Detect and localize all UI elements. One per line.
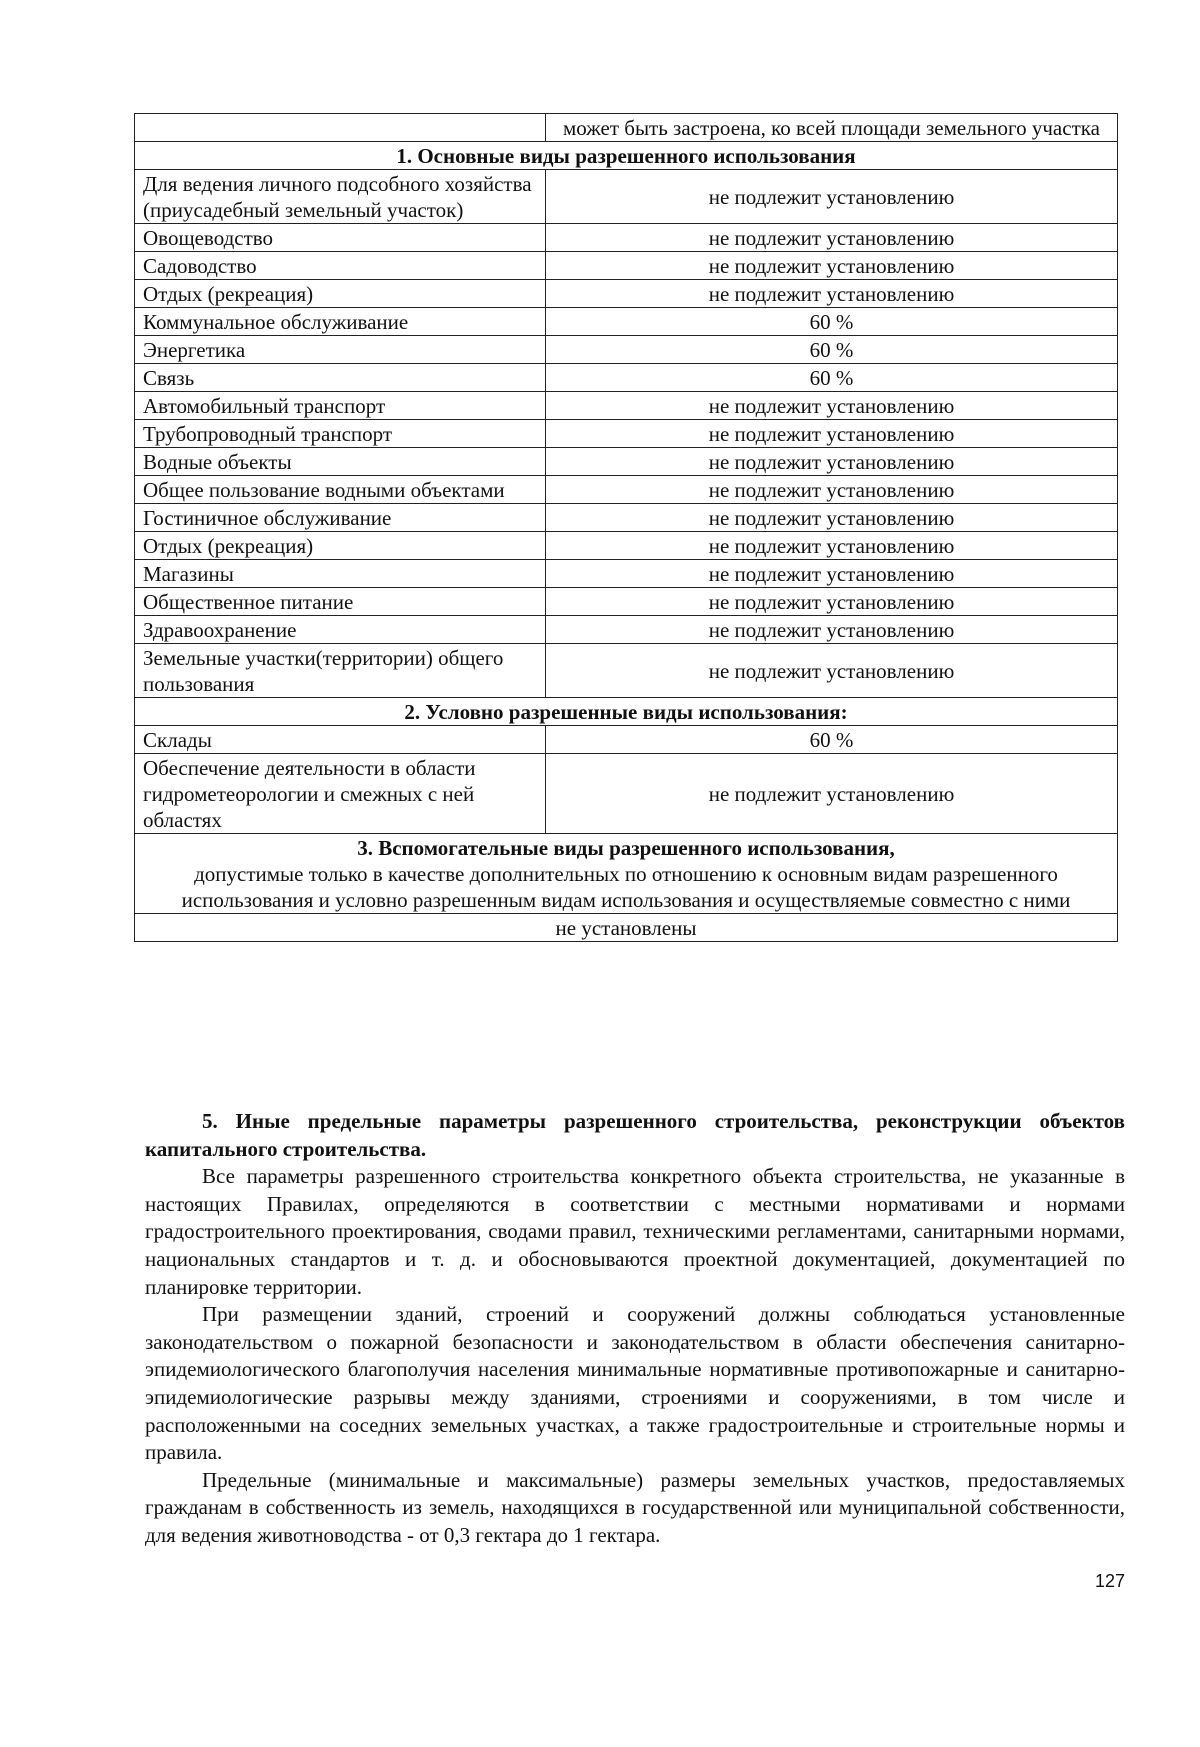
- coverage-value-cell: не подлежит установлению: [546, 476, 1118, 504]
- coverage-value-cell: не подлежит установлению: [546, 252, 1118, 280]
- use-type-cell: Связь: [135, 364, 546, 392]
- top-row-left-cell: [135, 114, 546, 142]
- use-type-cell: Овощеводство: [135, 224, 546, 252]
- table-row: [135, 280, 1118, 308]
- table-row: [135, 616, 1118, 644]
- use-type-cell: Склады: [135, 726, 546, 754]
- coverage-value-cell: не подлежит установлению: [546, 392, 1118, 420]
- table-row: [135, 420, 1118, 448]
- coverage-value-cell: не подлежит установлению: [546, 560, 1118, 588]
- section1-title: 1. Основные виды разрешенного использования: [135, 142, 1118, 170]
- use-type-cell: Общественное питание: [135, 588, 546, 616]
- coverage-value-cell: не подлежит установлению: [546, 448, 1118, 476]
- section2-title: 2. Условно разрешенные виды использования:: [135, 698, 1118, 726]
- coverage-value-cell: не подлежит установлению: [546, 616, 1118, 644]
- table-row: [135, 560, 1118, 588]
- table-row: [135, 754, 1118, 834]
- coverage-value-cell: не подлежит установлению: [546, 504, 1118, 532]
- table-row: [135, 532, 1118, 560]
- use-type-cell: Гостиничное обслуживание: [135, 504, 546, 532]
- use-type-cell: Обеспечение деятельности в области гидрометеорологии и смежных с ней областях: [135, 754, 546, 834]
- coverage-value-cell: 60 %: [546, 726, 1118, 754]
- table-row: [135, 392, 1118, 420]
- use-type-cell: Автомобильный транспорт: [135, 392, 546, 420]
- top-row-right-cell: может быть застроена, ко всей площади земельного участка: [546, 114, 1118, 142]
- table-row: [135, 644, 1118, 698]
- table-row: [135, 224, 1118, 252]
- coverage-value-cell: не подлежит установлению: [546, 170, 1118, 224]
- coverage-value-cell: не подлежит установлению: [546, 588, 1118, 616]
- coverage-value-cell: не подлежит установлению: [546, 754, 1118, 834]
- land-use-table-body: [135, 114, 1118, 942]
- section3-value: не установлены: [135, 914, 1118, 942]
- table-row: [135, 914, 1118, 942]
- table-row: [135, 114, 1118, 142]
- coverage-value-cell: не подлежит установлению: [546, 644, 1118, 698]
- table-row: [135, 170, 1118, 224]
- page-number: 127: [1094, 1571, 1125, 1591]
- table-row: [135, 448, 1118, 476]
- coverage-value-cell: не подлежит установлению: [546, 280, 1118, 308]
- table-row: [135, 364, 1118, 392]
- section-header-row: [135, 142, 1118, 170]
- section-header-row: [135, 834, 1118, 914]
- use-type-cell: Энергетика: [135, 336, 546, 364]
- coverage-value-cell: 60 %: [546, 336, 1118, 364]
- section3-note: допустимые только в качестве дополнительных по отношению к основным видам разрешенного использования и условно разрешенным видам использования и осуществляемые совместно с ними: [181, 862, 1071, 912]
- land-use-table: [134, 113, 1118, 942]
- table-row: [135, 588, 1118, 616]
- use-type-cell: Садоводство: [135, 252, 546, 280]
- use-type-cell: Коммунальное обслуживание: [135, 308, 546, 336]
- table-row: [135, 726, 1118, 754]
- paragraph: Предельные (минимальные и максимальные) размеры земельных участков, предоставляемых гражданам в собственность из земель, находящихся в государственной или муниципальной собственности, для ведения животноводства - от 0,3 гектара до 1 гектара.: [145, 1467, 1125, 1547]
- use-type-cell: Здравоохранение: [135, 616, 546, 644]
- coverage-value-cell: 60 %: [546, 364, 1118, 392]
- use-type-cell: Общее пользование водными объектами: [135, 476, 546, 504]
- use-type-cell: Земельные участки(территории) общего пользования: [135, 644, 546, 698]
- section3-header-cell: [135, 834, 1118, 914]
- section3-title: 3. Вспомогательные виды разрешенного использования,: [357, 836, 895, 860]
- body-text: [145, 1108, 1125, 1550]
- coverage-value-cell: не подлежит установлению: [546, 420, 1118, 448]
- table-row: [135, 252, 1118, 280]
- use-type-cell: Трубопроводный транспорт: [135, 420, 546, 448]
- table-row: [135, 308, 1118, 336]
- use-type-cell: Отдых (рекреация): [135, 280, 546, 308]
- use-type-cell: Отдых (рекреация): [135, 532, 546, 560]
- table-row: [135, 504, 1118, 532]
- coverage-value-cell: 60 %: [546, 308, 1118, 336]
- table-row: [135, 476, 1118, 504]
- section-heading: 5. Иные предельные параметры разрешенного строительства, реконструкции объектов капитального строительства.: [145, 1109, 1125, 1161]
- paragraph: При размещении зданий, строений и сооружений должны соблюдаться установленные законодательством о пожарной безопасности и законодательством в области обеспечения санитарно-эпидемиологического благополучия населения минимальные нормативные противопожарные и санитарно-эпидемиологические разрывы между зданиями, строениями и сооружениями, в том числе и расположенными на соседних земельных участках, а также градостроительные и строительные нормы и правила.: [145, 1302, 1125, 1465]
- use-type-cell: Для ведения личного подсобного хозяйства (приусадебный земельный участок): [135, 170, 546, 224]
- paragraph: Все параметры разрешенного строительства конкретного объекта строительства, не указанные в настоящих Правилах, определяются в соответствии с местными нормативами и нормами градостроительного проектирования, сводами правил, техническими регламентами, санитарными нормами, национальных стандартов и т. д. и обосновываются проектной документацией, документацией по планировке территории.: [145, 1164, 1125, 1299]
- section-header-row: [135, 698, 1118, 726]
- use-type-cell: Водные объекты: [135, 448, 546, 476]
- coverage-value-cell: не подлежит установлению: [546, 532, 1118, 560]
- table-row: [135, 336, 1118, 364]
- use-type-cell: Магазины: [135, 560, 546, 588]
- coverage-value-cell: не подлежит установлению: [546, 224, 1118, 252]
